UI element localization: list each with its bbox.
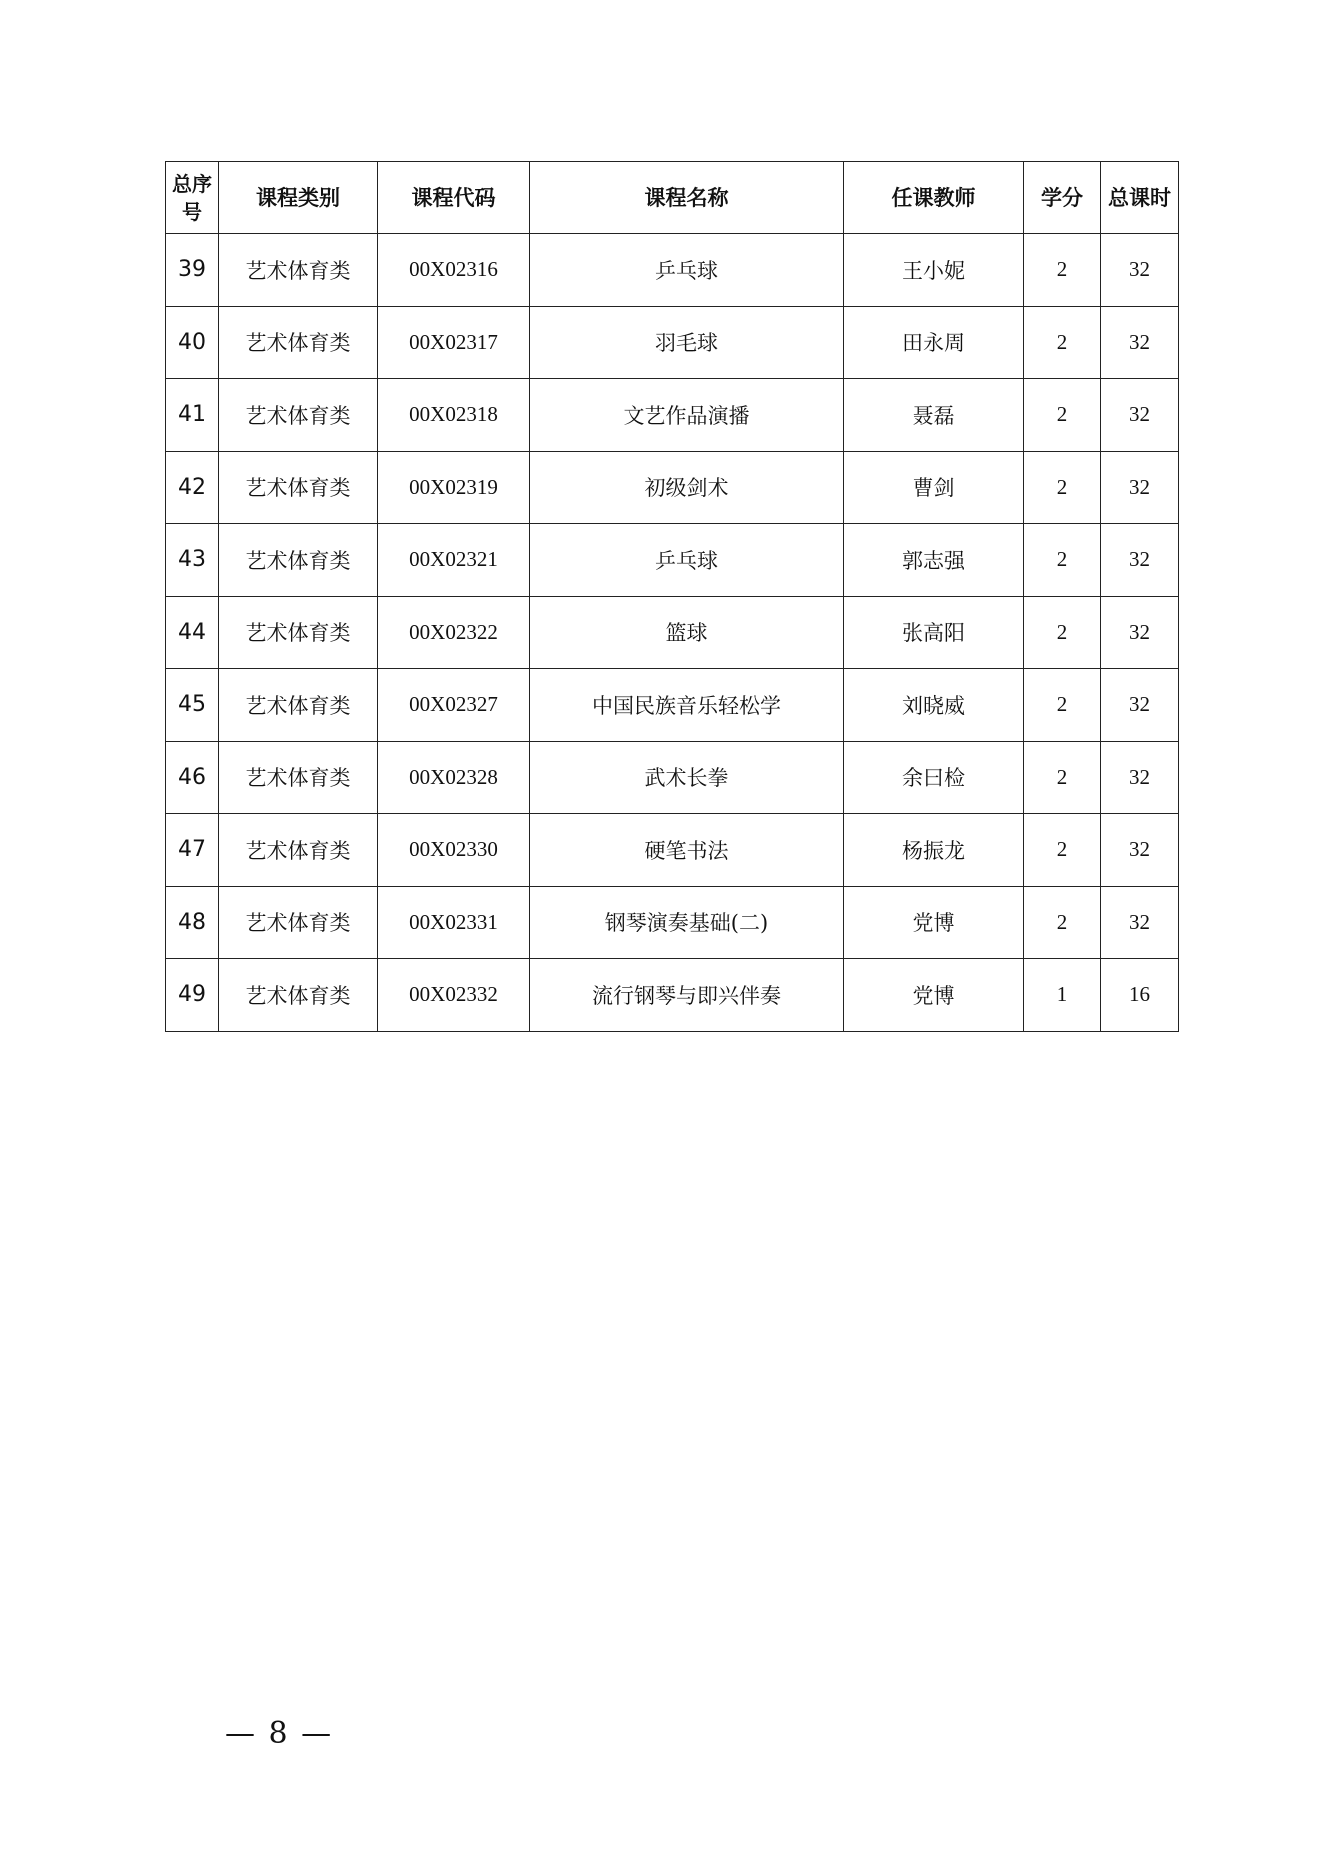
cell-credit: 2 [1024,451,1101,524]
cell-code: 00X02331 [378,886,530,959]
cell-index: 42 [166,451,219,524]
cell-course-name: 乒乓球 [530,524,844,597]
cell-teacher: 曹剑 [844,451,1024,524]
cell-code: 00X02317 [378,306,530,379]
header-name: 课程名称 [530,162,844,234]
cell-index: 46 [166,741,219,814]
cell-course-name: 钢琴演奏基础(二) [530,886,844,959]
cell-credit: 1 [1024,959,1101,1032]
cell-credit: 2 [1024,524,1101,597]
cell-category: 艺术体育类 [219,306,378,379]
cell-code: 00X02322 [378,596,530,669]
header-category: 课程类别 [219,162,378,234]
cell-teacher: 余曰检 [844,741,1024,814]
cell-hours: 32 [1101,814,1179,887]
cell-teacher: 聂磊 [844,379,1024,452]
cell-code: 00X02319 [378,451,530,524]
cell-course-name: 乒乓球 [530,234,844,307]
cell-hours: 32 [1101,234,1179,307]
cell-course-name: 初级剑术 [530,451,844,524]
cell-course-name: 文艺作品演播 [530,379,844,452]
cell-hours: 32 [1101,306,1179,379]
cell-category: 艺术体育类 [219,814,378,887]
table-row [166,669,1179,742]
cell-code: 00X02327 [378,669,530,742]
cell-code: 00X02316 [378,234,530,307]
cell-hours: 32 [1101,741,1179,814]
cell-teacher: 刘晓威 [844,669,1024,742]
cell-index: 39 [166,234,219,307]
cell-teacher: 田永周 [844,306,1024,379]
cell-hours: 32 [1101,379,1179,452]
cell-code: 00X02321 [378,524,530,597]
cell-code: 00X02332 [378,959,530,1032]
table-row [166,306,1179,379]
table-row [166,379,1179,452]
table-row [166,741,1179,814]
cell-teacher: 张高阳 [844,596,1024,669]
table-body [166,234,1179,1032]
cell-hours: 32 [1101,886,1179,959]
cell-credit: 2 [1024,886,1101,959]
cell-category: 艺术体育类 [219,379,378,452]
cell-category: 艺术体育类 [219,234,378,307]
cell-course-name: 中国民族音乐轻松学 [530,669,844,742]
cell-index: 48 [166,886,219,959]
cell-hours: 32 [1101,669,1179,742]
cell-hours: 32 [1101,524,1179,597]
header-hours: 总课时 [1101,162,1179,234]
cell-category: 艺术体育类 [219,886,378,959]
cell-category: 艺术体育类 [219,524,378,597]
table-row [166,886,1179,959]
cell-course-name: 羽毛球 [530,306,844,379]
cell-index: 45 [166,669,219,742]
cell-index: 40 [166,306,219,379]
cell-index: 43 [166,524,219,597]
table-row [166,596,1179,669]
header-index: 总序号 [166,162,219,234]
cell-hours: 32 [1101,451,1179,524]
cell-category: 艺术体育类 [219,741,378,814]
table-row [166,524,1179,597]
cell-credit: 2 [1024,814,1101,887]
cell-teacher: 王小妮 [844,234,1024,307]
table-header-row [166,162,1179,234]
header-credit: 学分 [1024,162,1101,234]
cell-course-name: 流行钢琴与即兴伴奏 [530,959,844,1032]
cell-credit: 2 [1024,306,1101,379]
cell-course-name: 武术长拳 [530,741,844,814]
cell-index: 41 [166,379,219,452]
cell-hours: 32 [1101,596,1179,669]
cell-category: 艺术体育类 [219,669,378,742]
cell-index: 49 [166,959,219,1032]
header-code: 课程代码 [378,162,530,234]
cell-credit: 2 [1024,669,1101,742]
cell-code: 00X02328 [378,741,530,814]
cell-teacher: 党博 [844,886,1024,959]
cell-credit: 2 [1024,379,1101,452]
header-teacher: 任课教师 [844,162,1024,234]
cell-code: 00X02318 [378,379,530,452]
cell-index: 47 [166,814,219,887]
cell-teacher: 杨振龙 [844,814,1024,887]
page-number: — 8 — [225,1716,334,1751]
table-row [166,234,1179,307]
cell-teacher: 党博 [844,959,1024,1032]
course-table [165,161,1179,1032]
cell-course-name: 硬笔书法 [530,814,844,887]
cell-category: 艺术体育类 [219,959,378,1032]
table-row [166,451,1179,524]
cell-credit: 2 [1024,234,1101,307]
cell-category: 艺术体育类 [219,451,378,524]
cell-hours: 16 [1101,959,1179,1032]
cell-category: 艺术体育类 [219,596,378,669]
cell-teacher: 郭志强 [844,524,1024,597]
table-row [166,814,1179,887]
cell-code: 00X02330 [378,814,530,887]
cell-index: 44 [166,596,219,669]
cell-credit: 2 [1024,596,1101,669]
cell-course-name: 篮球 [530,596,844,669]
table-row [166,959,1179,1032]
cell-credit: 2 [1024,741,1101,814]
